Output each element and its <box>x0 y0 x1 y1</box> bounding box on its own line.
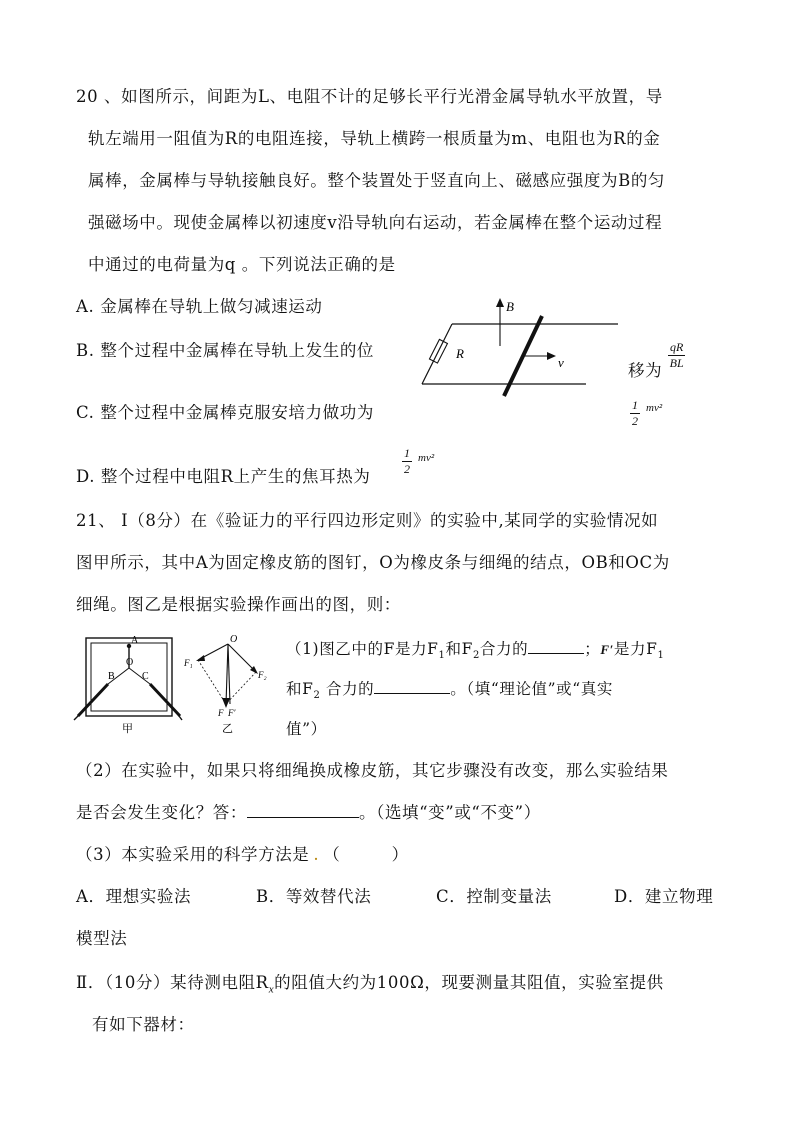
text: ； <box>584 640 601 658</box>
text: 和F <box>286 680 314 698</box>
figure-jia <box>72 632 184 736</box>
label-r: R <box>456 346 464 361</box>
q21-option-d-continued: 模型法 <box>76 929 128 948</box>
q21-part1-line-2 <box>286 678 613 707</box>
figure-caption-yi: 乙 <box>222 723 233 735</box>
q20-line-2: 轨左端用一阻值为R的电阻连接，导轨上横跨一根质量为m、电阻也为R的金 <box>88 129 661 148</box>
text: 合力的 <box>479 640 529 658</box>
q21-option-b: B．等效替代法 <box>256 887 372 906</box>
q20-option-d: D. 整个过程中电阻R上产生的焦耳热为 <box>76 467 371 486</box>
velocity-arrow <box>547 352 556 360</box>
answer-blank-3[interactable] <box>247 817 359 818</box>
q21-option-d: D．建立物理 <box>614 887 714 906</box>
q20-line-4: 强磁场中。现使金属棒以初速度v沿导轨向右运动，若金属棒在整个运动过程 <box>88 213 663 232</box>
text: Ⅱ．（10分）某待测电阻R <box>76 973 269 992</box>
subscript: x <box>268 983 275 996</box>
subscript: 2 <box>313 690 321 702</box>
label-v: v <box>558 355 564 370</box>
subscript: 2 <box>472 650 480 662</box>
fraction-numerator: 1 <box>632 398 638 412</box>
fraction-denominator: BL <box>669 356 684 370</box>
q20-option-c-fraction <box>630 398 640 429</box>
subscript: 1 <box>657 650 665 662</box>
text: 。（选填“变”或“不变”） <box>359 803 541 822</box>
magnetic-field-arrow <box>496 298 504 307</box>
fraction-numerator: qR <box>670 340 684 354</box>
label-f1: F₁ <box>184 658 193 668</box>
text: 。（填“理论值”或“真实 <box>450 680 613 698</box>
q20-line-5: 中通过的电荷量为q 。下列说法正确的是 <box>88 255 396 274</box>
label-a: A <box>131 635 139 646</box>
q21-line-1: 21、 Ⅰ（8分）在《验证力的平行四边形定则》的实验中,某同学的实验情况如 <box>76 511 659 530</box>
q21-option-c: C．控制变量法 <box>436 887 552 906</box>
q20-line-1: 20 、如图所示，间距为L、电阻不计的足够长平行光滑金属导轨水平放置，导 <box>76 87 663 106</box>
text: （3）本实验采用的科学方法是 <box>76 845 310 864</box>
text: 合力的 <box>320 680 375 698</box>
f-prime-symbol: F′ <box>600 642 614 657</box>
q21-part2-line-2: 有如下器材： <box>92 1015 195 1034</box>
label-f: F <box>218 708 224 718</box>
text: . <box>313 845 320 864</box>
label-o: O <box>230 634 238 645</box>
label-o: O <box>126 657 134 668</box>
answer-blank-2[interactable] <box>374 693 450 694</box>
text: （1)图乙中的F是力F <box>286 640 439 658</box>
text: 的阻值大约为100Ω，现要测量其阻值，实验室提供 <box>274 973 664 992</box>
subscript: 1 <box>438 650 446 662</box>
q20-option-b: B. 整个过程中金属棒在导轨上发生的位 <box>76 341 375 360</box>
fraction-numerator: 1 <box>404 446 410 460</box>
figure-caption-jia: 甲 <box>122 723 133 735</box>
q20-line-3: 属棒，金属棒与导轨接触良好。整个装置处于竖直向上、磁感应强度为B的匀 <box>88 171 666 190</box>
q21-part2-header <box>76 972 664 1000</box>
answer-blank-1[interactable] <box>528 653 584 654</box>
q21-line-2: 图甲所示，其中A为固定橡皮筋的图钉，O为橡皮条与细绳的结点，OB和OC为 <box>76 553 670 572</box>
q21-part1-line-3: 值”） <box>286 720 327 738</box>
text: 是否会发生变化？答： <box>76 803 247 822</box>
q20-option-a: A. 金属棒在导轨上做匀减速运动 <box>76 297 323 316</box>
fraction-denominator: 2 <box>404 462 410 476</box>
figure-yi <box>182 632 276 736</box>
label-b: B <box>506 299 514 314</box>
text: 是力F <box>613 640 658 658</box>
q21-part1-line-1 <box>286 638 664 667</box>
q21-line-3: 细绳。图乙是根据实验操作画出的图，则： <box>76 595 401 614</box>
text: （ ） <box>323 845 409 864</box>
q21-part3 <box>76 844 409 866</box>
q20-option-c-expression: mv² <box>646 402 663 414</box>
label-b: B <box>108 671 115 682</box>
q20-option-b-tail: 移为 <box>628 361 663 380</box>
q21-part2-line-2 <box>76 802 541 824</box>
q21-part2-line-1: （2）在实验中，如果只将细绳换成橡皮筋，其它步骤没有改变，那么实验结果 <box>76 761 669 780</box>
q20-option-d-expression: mv² <box>418 452 435 464</box>
label-f-prime: F′ <box>228 708 236 718</box>
text: 和F <box>445 640 473 658</box>
label-f2: F₂ <box>258 670 267 680</box>
q20-option-b-fraction <box>668 340 685 371</box>
q21-option-a: A．理想实验法 <box>76 887 192 906</box>
fraction-denominator: 2 <box>632 414 638 428</box>
q20-option-c: C. 整个过程中金属棒克服安培力做功为 <box>76 403 374 422</box>
q20-option-d-fraction <box>402 446 412 477</box>
label-c: C <box>142 671 149 682</box>
rail-figure <box>416 296 626 400</box>
